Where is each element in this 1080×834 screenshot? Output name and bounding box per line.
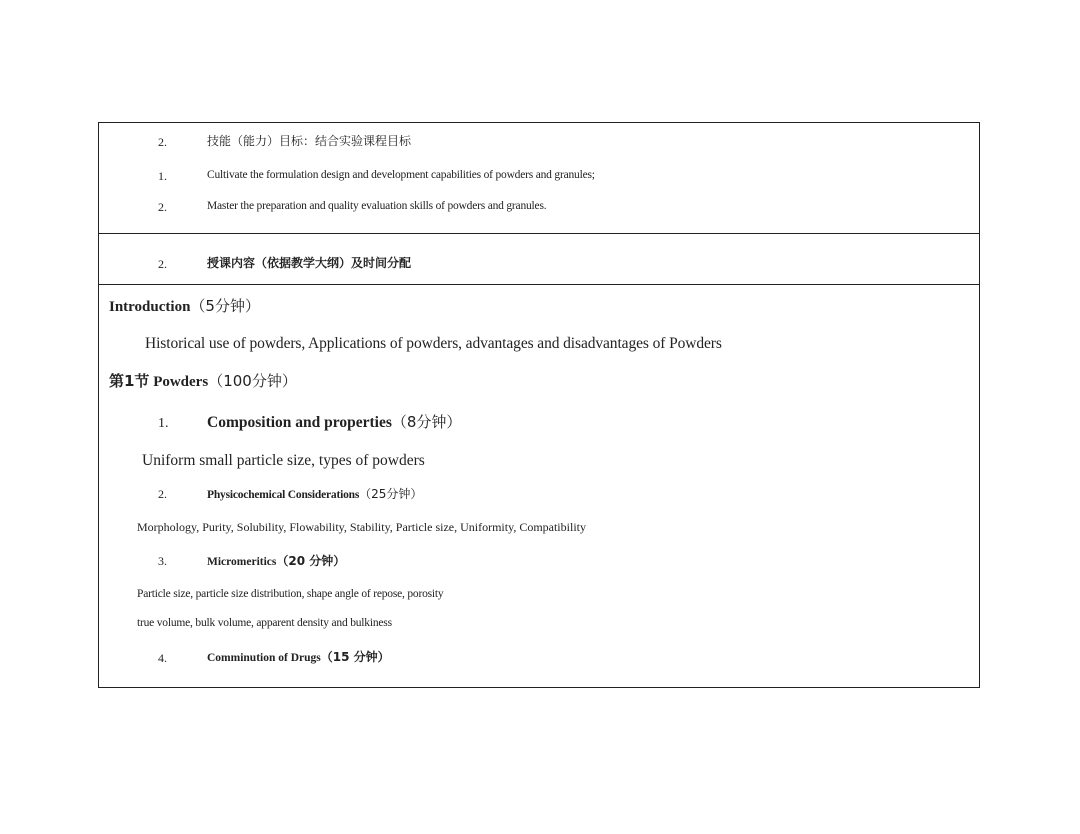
- chapter-title-line: [109, 374, 297, 390]
- list-number: 4.: [158, 651, 167, 665]
- topic-title: Composition and properties: [207, 414, 392, 431]
- intro-title: Introduction: [109, 299, 191, 315]
- topic-detail: true volume, bulk volume, apparent density and bulkiness: [137, 617, 392, 629]
- time-allocation: （100分钟）: [208, 372, 297, 390]
- section-heading: 技能（能力）目标：结合实验课程目标: [207, 134, 412, 148]
- list-item: Master the preparation and quality evaluation skills of powders and granules.: [207, 200, 547, 212]
- topic-detail: Uniform small particle size, types of powders: [142, 452, 425, 469]
- list-item: Cultivate the formulation design and development capabilities of powders and granules;: [207, 169, 595, 181]
- row-divider: [99, 233, 979, 234]
- intro-description: Historical use of powders, Applications of powders, advantages and disadvantages of Powders: [145, 335, 722, 352]
- topic-title-line: [207, 651, 390, 665]
- topic-title: Micromeritics: [207, 556, 277, 568]
- list-number: 2.: [158, 135, 167, 149]
- topic-title-line: [207, 488, 422, 502]
- time-allocation: （15 分钟）: [320, 650, 390, 664]
- list-number: 2.: [158, 487, 167, 501]
- topic-title-line: [207, 555, 345, 569]
- list-number: 1.: [158, 169, 167, 183]
- topic-detail: Particle size, particle size distribution, shape angle of repose, porosity: [137, 588, 444, 600]
- row-divider: [99, 284, 979, 285]
- topic-detail: Morphology, Purity, Solubility, Flowability, Stability, Particle size, Uniformity, Compatibility: [137, 520, 586, 534]
- topic-title: Physicochemical Considerations: [207, 489, 360, 501]
- chapter-prefix: 第1节: [109, 372, 150, 390]
- section-heading: 授课内容（依据教学大纲）及时间分配: [207, 256, 412, 270]
- list-number: 1.: [158, 416, 169, 431]
- list-number: 2.: [158, 200, 167, 214]
- list-number: 3.: [158, 554, 167, 568]
- time-allocation: （25分钟）: [359, 487, 423, 501]
- time-allocation: （20 分钟）: [276, 554, 346, 568]
- time-allocation: （8分钟）: [391, 413, 462, 431]
- list-number: 2.: [158, 257, 167, 271]
- chapter-title: Powders: [153, 374, 209, 390]
- intro-title-line: [109, 299, 260, 315]
- time-allocation: （5分钟）: [190, 297, 260, 315]
- topic-title: Comminution of Drugs: [207, 652, 321, 664]
- topic-title-line: [207, 415, 461, 431]
